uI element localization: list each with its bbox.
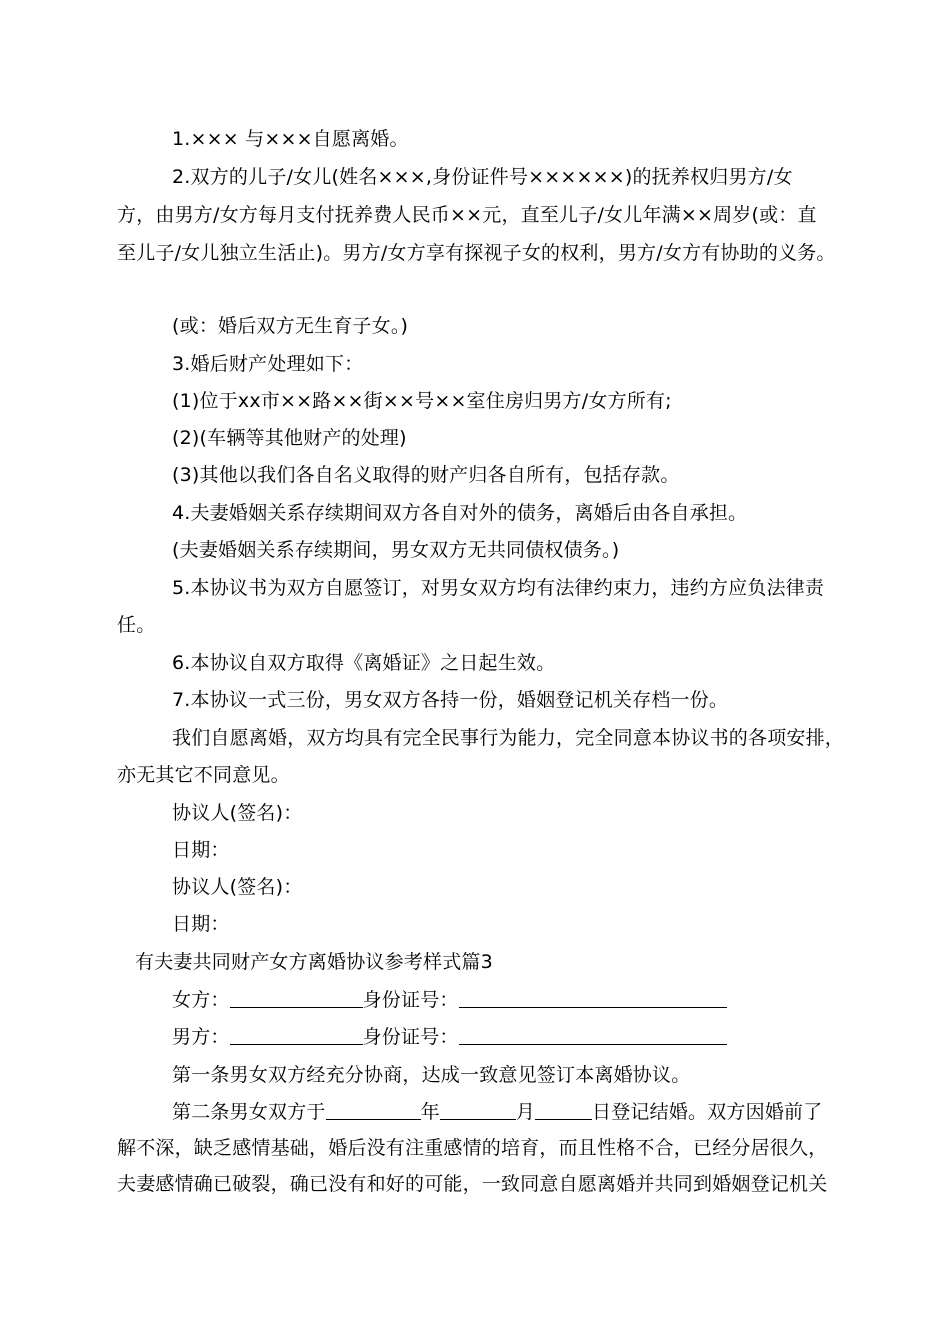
male-name-blank — [230, 1026, 363, 1045]
male-id-blank — [459, 1026, 727, 1045]
month-blank — [440, 1101, 516, 1120]
article-2-line-3: 夫妻感情确已破裂，确已没有和好的可能，一致同意自愿离婚并共同到婚姻登记机关 — [117, 1173, 828, 1195]
declaration-line-2: 亦无其它不同意见。 — [117, 764, 290, 786]
year-blank — [326, 1101, 421, 1120]
clause-5-line-2: 任。 — [117, 614, 156, 636]
clause-4: 4.夫妻婚姻关系存续期间双方各自对外的债务，离婚后由各自承担。 — [172, 502, 748, 524]
clause-2-line-2: 方，由男方/女方每月支付抚养费人民币××元，直至儿子/女儿年满××周岁(或：直 — [117, 204, 817, 226]
declaration-line-1: 我们自愿离婚，双方均具有完全民事行为能力，完全同意本协议书的各项安排， — [172, 727, 845, 749]
date-1-label: 日期： — [172, 839, 230, 861]
female-id-blank — [459, 989, 727, 1008]
clause-2-alt: (或：婚后双方无生育子女。) — [172, 315, 409, 337]
year-label: 年 — [420, 1101, 440, 1123]
day-blank — [535, 1101, 592, 1120]
female-name-blank — [230, 989, 363, 1008]
female-id-label: 身份证号： — [362, 989, 459, 1011]
clause-3-item-3: (3)其他以我们各自名义取得的财产归各自所有，包括存款。 — [172, 464, 680, 486]
clause-5-line-1: 5.本协议书为双方自愿签订，对男女双方均有法律约束力，违约方应负法律责 — [172, 577, 825, 599]
male-party-line — [172, 1025, 727, 1049]
clause-3-item-1: (1)位于xx市××路××街××号××室住房归男方/女方所有; — [172, 390, 672, 412]
female-label: 女方： — [172, 989, 230, 1011]
clause-6: 6.本协议自双方取得《离婚证》之日起生效。 — [172, 652, 556, 674]
article-2-prefix: 第二条男女双方于 — [172, 1101, 326, 1123]
signatory-1-label: 协议人(签名)： — [172, 802, 303, 824]
article-2-line-2: 解不深，缺乏感情基础，婚后没有注重感情的培育，而且性格不合，已经分居很久， — [117, 1137, 828, 1159]
date-2-label: 日期： — [172, 913, 230, 935]
clause-1: 1.××× 与×××自愿离婚。 — [172, 128, 409, 150]
clause-3: 3.婚后财产处理如下： — [172, 353, 364, 375]
article-1: 第一条男女双方经充分协商，达成一致意见签订本离婚协议。 — [172, 1064, 691, 1086]
month-label: 月 — [515, 1101, 536, 1123]
clause-7: 7.本协议一式三份，男女双方各持一份，婚姻登记机关存档一份。 — [172, 689, 729, 711]
clause-4-alt: (夫妻婚姻关系存续期间，男女双方无共同债权债务。) — [172, 539, 620, 561]
male-label: 男方： — [172, 1026, 230, 1048]
article-2-line-1 — [172, 1100, 822, 1124]
clause-2-line-1: 2.双方的儿子/女儿(姓名×××,身份证件号××××××)的抚养权归男方/女 — [172, 166, 793, 188]
female-party-line — [172, 988, 727, 1012]
signatory-2-label: 协议人(签名)： — [172, 876, 303, 898]
section-title: 有夫妻共同财产女方离婚协议参考样式篇3 — [135, 951, 493, 973]
male-id-label: 身份证号： — [362, 1026, 459, 1048]
clause-3-item-2: (2)(车辆等其他财产的处理) — [172, 427, 407, 449]
day-suffix: 日登记结婚。双方因婚前了 — [592, 1101, 823, 1123]
clause-2-line-3: 至儿子/女儿独立生活止)。男方/女方享有探视子女的权利，男方/女方有协助的义务。 — [117, 242, 836, 264]
